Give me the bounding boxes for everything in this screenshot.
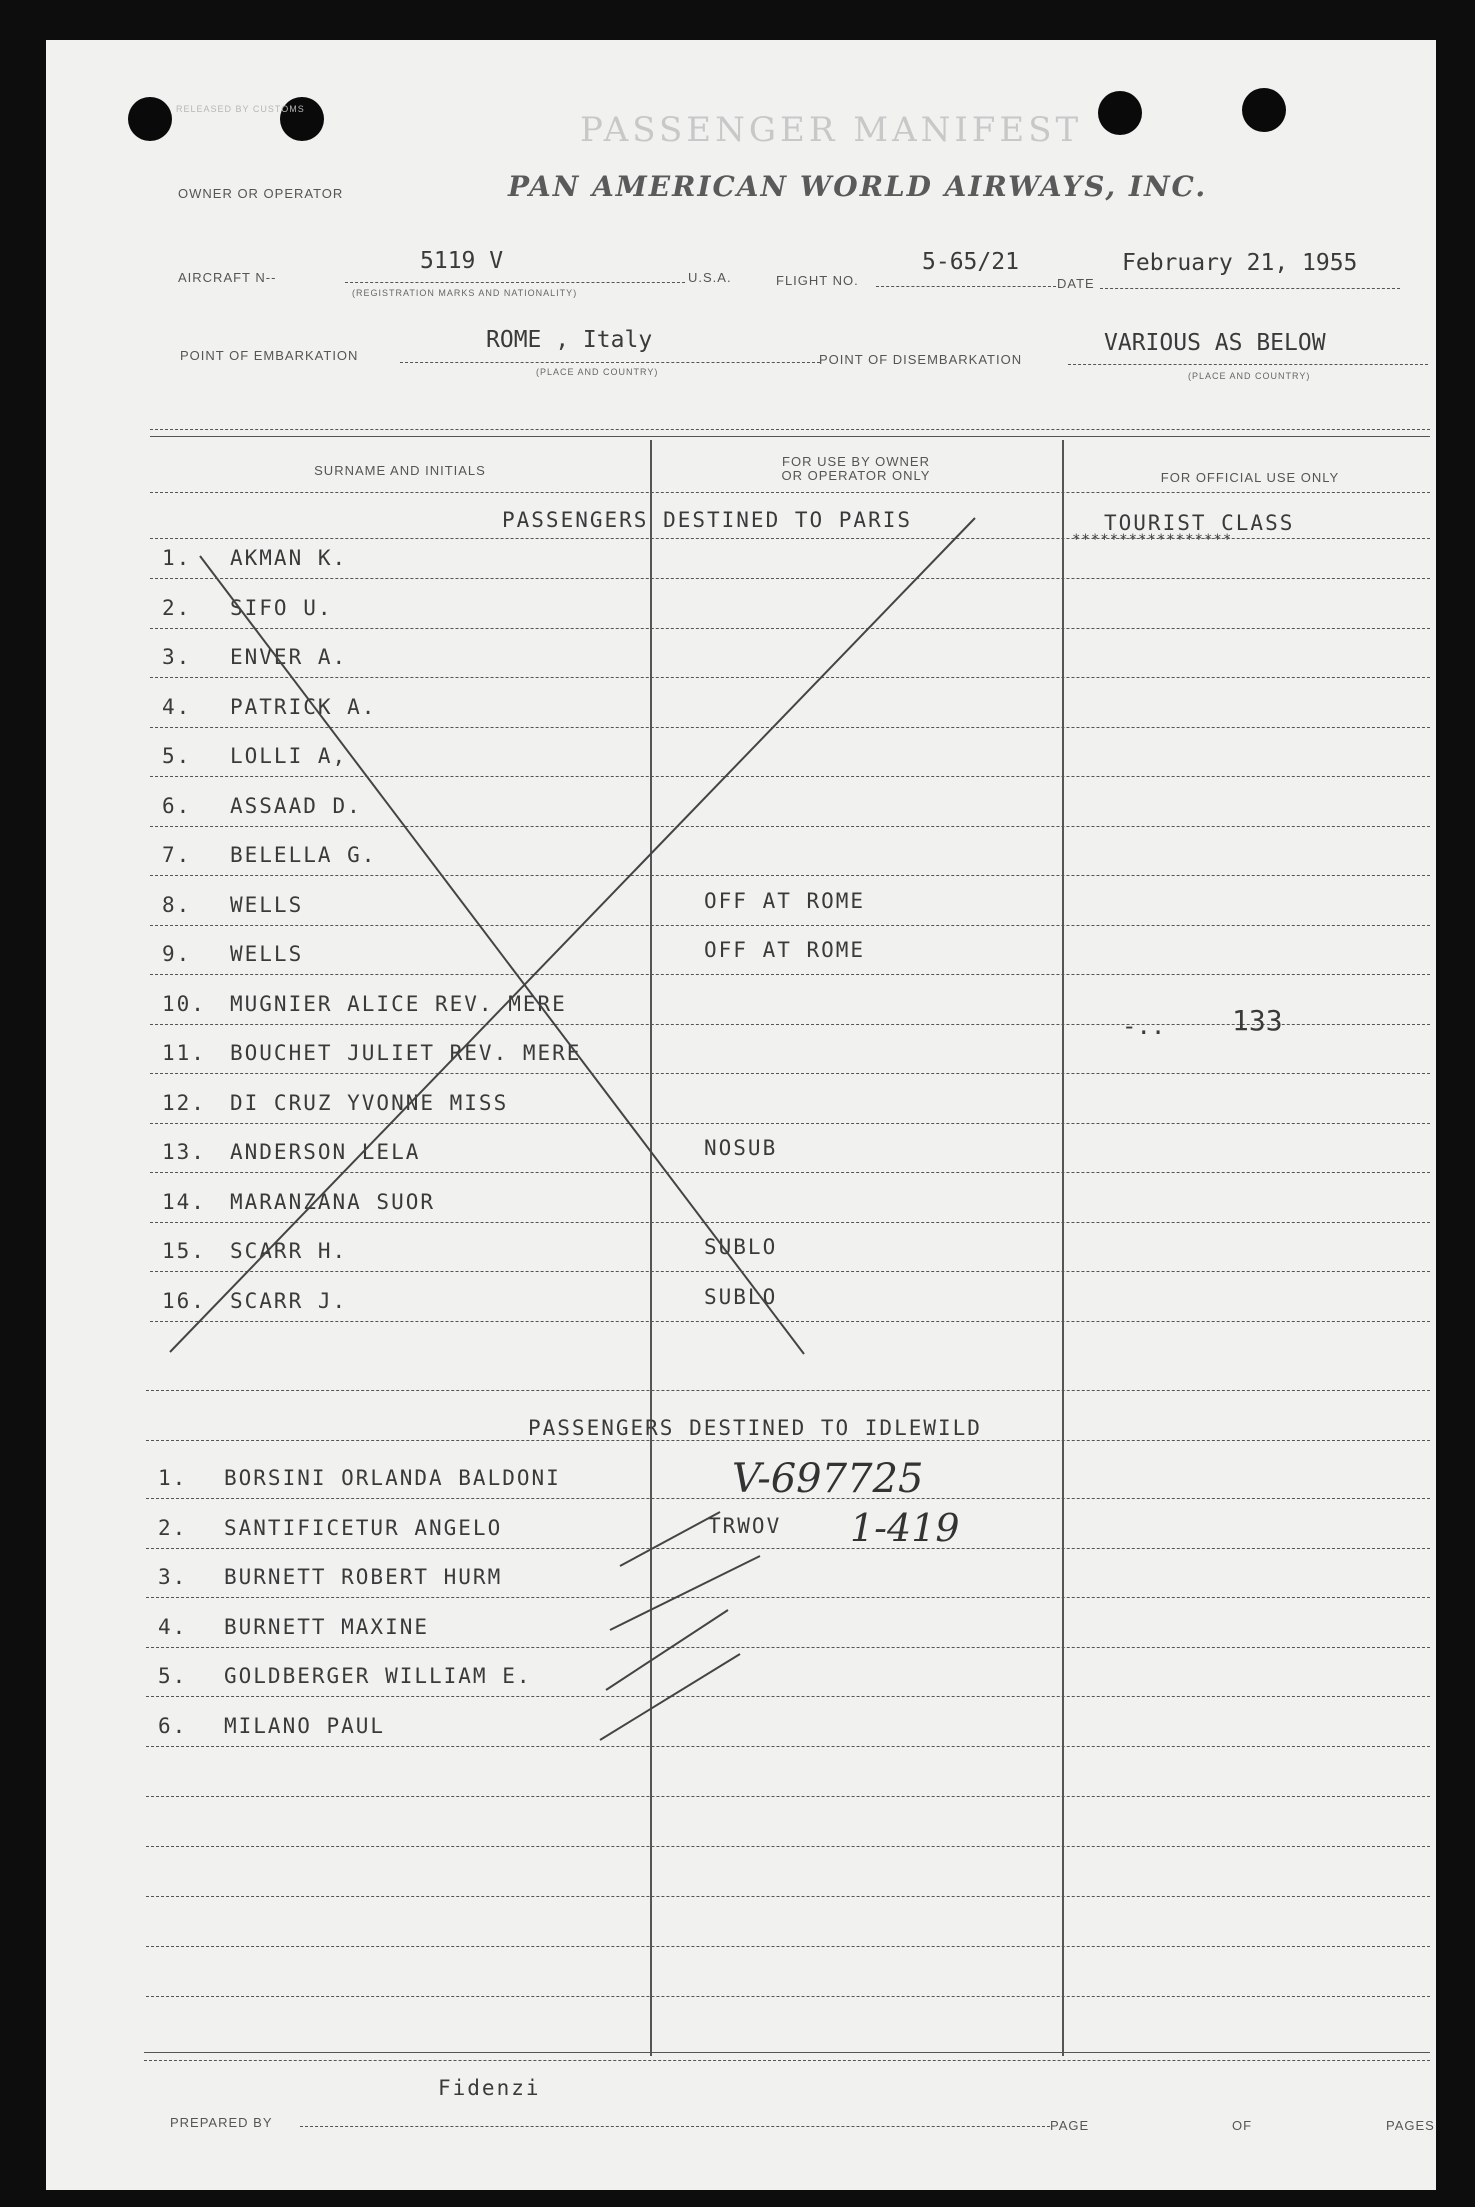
aircraft-value: 5119 V bbox=[420, 248, 504, 274]
passenger-name: SANTIFICETUR ANGELO bbox=[224, 1516, 503, 1540]
passenger-name: SIFO U. bbox=[230, 596, 333, 620]
passenger-name: BORSINI ORLANDA BALDONI bbox=[224, 1466, 561, 1490]
passenger-name: LOLLI A, bbox=[230, 744, 348, 768]
passenger-number: 14. bbox=[162, 1190, 206, 1214]
prepared-label: PREPARED BY bbox=[170, 2115, 273, 2130]
passenger-name: PATRICK A. bbox=[230, 695, 377, 719]
class-label: TOURIST CLASS bbox=[1104, 511, 1295, 535]
of-label: OF bbox=[1232, 2118, 1253, 2133]
section2-heading: PASSENGERS DESTINED TO IDLEWILD bbox=[528, 1416, 982, 1440]
passenger-number: 6. bbox=[162, 794, 192, 818]
passenger-name: MUGNIER ALICE REV. MERE bbox=[230, 992, 567, 1016]
company-name: PAN AMERICAN WORLD AIRWAYS, INC. bbox=[508, 170, 1208, 203]
paris-list-strike-1 bbox=[200, 556, 804, 1354]
passenger-number: 5. bbox=[158, 1664, 188, 1688]
passenger-number: 16. bbox=[162, 1289, 206, 1313]
passenger-name: BURNETT ROBERT HURM bbox=[224, 1565, 503, 1589]
passenger-number: 3. bbox=[162, 645, 192, 669]
passenger-number: 8. bbox=[162, 893, 192, 917]
class-underline: ***************** bbox=[1072, 532, 1233, 548]
pages-label: PAGES bbox=[1386, 2118, 1435, 2133]
disembark-label: POINT OF DISEMBARKATION bbox=[819, 352, 1023, 367]
col2-header-line1: FOR USE BY OWNER bbox=[782, 454, 930, 469]
passenger-note: TRWOV bbox=[708, 1514, 782, 1538]
passenger-number: 1. bbox=[158, 1466, 188, 1490]
check-mark-1 bbox=[620, 1512, 720, 1566]
embark-label: POINT OF EMBARKATION bbox=[180, 348, 359, 363]
passenger-number: 11. bbox=[162, 1041, 206, 1065]
official-note-row10: 133 bbox=[1232, 1004, 1283, 1037]
passenger-note: OFF AT ROME bbox=[704, 938, 866, 962]
passenger-name: ASSAAD D. bbox=[230, 794, 362, 818]
disembark-sublabel: (PLACE AND COUNTRY) bbox=[1188, 371, 1311, 381]
section1-heading: PASSENGERS DESTINED TO PARIS bbox=[502, 508, 913, 532]
official-note-dashes: -.. bbox=[1122, 1012, 1166, 1040]
passenger-name: BURNETT MAXINE bbox=[224, 1615, 430, 1639]
passenger-number: 4. bbox=[158, 1615, 188, 1639]
passenger-name: GOLDBERGER WILLIAM E. bbox=[224, 1664, 532, 1688]
usa-label: U.S.A. bbox=[688, 270, 732, 285]
passenger-note: SUBLO bbox=[704, 1235, 778, 1259]
passenger-name: SCARR H. bbox=[230, 1239, 348, 1263]
passenger-number: 2. bbox=[162, 596, 192, 620]
passenger-number: 2. bbox=[158, 1516, 188, 1540]
passenger-name: WELLS bbox=[230, 942, 304, 966]
passenger-note: NOSUB bbox=[704, 1136, 778, 1160]
page-label: PAGE bbox=[1050, 2118, 1090, 2133]
aircraft-label: AIRCRAFT N-- bbox=[178, 270, 277, 285]
customs-stamp: RELEASED BY CUSTOMS bbox=[176, 104, 305, 114]
passenger-name: MILANO PAUL bbox=[224, 1714, 386, 1738]
passenger-name: ENVER A. bbox=[230, 645, 348, 669]
passenger-number: 3. bbox=[158, 1565, 188, 1589]
embark-sublabel: (PLACE AND COUNTRY) bbox=[536, 367, 659, 377]
owner-label: OWNER OR OPERATOR bbox=[178, 186, 344, 201]
passenger-name: DI CRUZ YVONNE MISS bbox=[230, 1091, 509, 1115]
handwritten-note-1: V-697725 bbox=[732, 1456, 924, 1502]
passenger-name: BOUCHET JULIET REV. MERE bbox=[230, 1041, 582, 1065]
passenger-number: 6. bbox=[158, 1714, 188, 1738]
form-title: PASSENGER MANIFEST bbox=[580, 110, 1083, 150]
passenger-note: SUBLO bbox=[704, 1285, 778, 1309]
date-label: DATE bbox=[1057, 276, 1095, 291]
passenger-name: MARANZANA SUOR bbox=[230, 1190, 436, 1214]
passenger-number: 10. bbox=[162, 992, 206, 1016]
col2-header-line2: OR OPERATOR ONLY bbox=[781, 468, 931, 483]
passenger-number: 1. bbox=[162, 546, 192, 570]
passenger-name: ANDERSON LELA bbox=[230, 1140, 421, 1164]
embark-value: ROME , Italy bbox=[486, 327, 653, 353]
aircraft-sublabel: (REGISTRATION MARKS AND NATIONALITY) bbox=[352, 288, 578, 298]
passenger-name: BELELLA G. bbox=[230, 843, 377, 867]
col3-header: FOR OFFICIAL USE ONLY bbox=[1160, 470, 1340, 485]
passenger-name: SCARR J. bbox=[230, 1289, 348, 1313]
handwritten-note-2: 1-419 bbox=[850, 1506, 960, 1550]
passenger-note: OFF AT ROME bbox=[704, 889, 866, 913]
passenger-number: 15. bbox=[162, 1239, 206, 1263]
flight-value: 5-65/21 bbox=[922, 249, 1019, 275]
check-mark-2 bbox=[610, 1556, 760, 1630]
check-mark-4 bbox=[600, 1654, 740, 1740]
passenger-number: 13. bbox=[162, 1140, 206, 1164]
paris-list-strike-2 bbox=[170, 518, 975, 1352]
passenger-number: 4. bbox=[162, 695, 192, 719]
passenger-number: 7. bbox=[162, 843, 192, 867]
disembark-value: VARIOUS AS BELOW bbox=[1104, 330, 1326, 356]
prepared-value: Fidenzi bbox=[438, 2076, 541, 2100]
date-value: February 21, 1955 bbox=[1122, 250, 1358, 276]
flight-label: FLIGHT NO. bbox=[776, 273, 859, 288]
passenger-name: AKMAN K. bbox=[230, 546, 348, 570]
col1-header: SURNAME AND INITIALS bbox=[314, 463, 486, 478]
passenger-number: 9. bbox=[162, 942, 192, 966]
passenger-name: WELLS bbox=[230, 893, 304, 917]
passenger-number: 12. bbox=[162, 1091, 206, 1115]
passenger-number: 5. bbox=[162, 744, 192, 768]
